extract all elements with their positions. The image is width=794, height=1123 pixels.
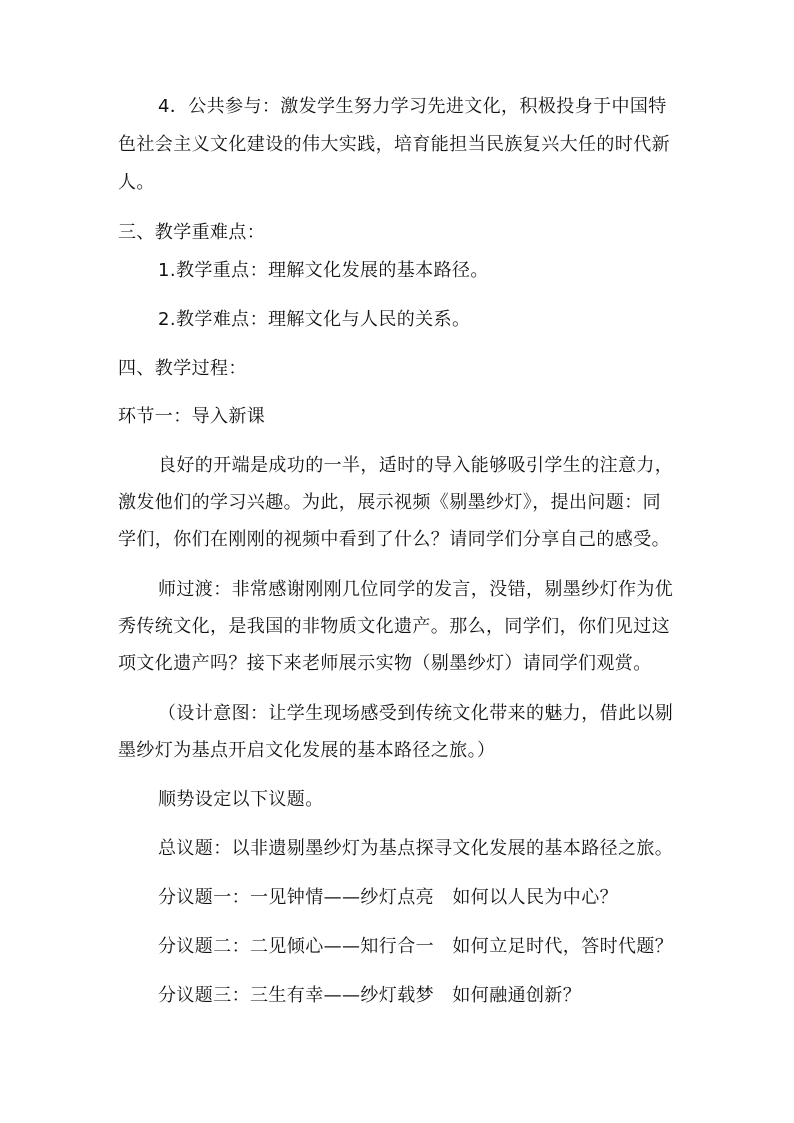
paragraph-line: 师过渡：非常感谢刚刚几位同学的发言，没错，剔墨纱灯作为优 xyxy=(158,579,674,600)
section-heading: 三、教学重难点： xyxy=(118,222,266,243)
design-intent-line: （设计意图：让学生现场感受到传统文化带来的魅力，借此以剔 xyxy=(158,703,674,724)
topic-line: 分议题二：二见倾心——知行合一 如何立足时代，答时代题？ xyxy=(158,936,674,957)
list-item: 2.教学难点：理解文化与人民的关系。 xyxy=(158,309,471,330)
paragraph-line: 色社会主义文化建设的伟大实践，培育能担当民族复兴大任的时代新 xyxy=(118,134,670,155)
topic-line: 总议题：以非遗剔墨纱灯为基点探寻文化发展的基本路径之旅。 xyxy=(158,838,674,859)
paragraph-line: 人。 xyxy=(118,172,155,193)
list-item: 1.教学重点：理解文化发展的基本路径。 xyxy=(158,260,489,281)
paragraph-line: 良好的开端是成功的一半，适时的导入能够吸引学生的注意力， xyxy=(158,455,674,476)
paragraph-line: 顺势设定以下议题。 xyxy=(158,789,324,810)
design-intent-line: 墨纱灯为基点开启文化发展的基本路径之旅。） xyxy=(118,740,496,761)
paragraph-line: 秀传统文化，是我国的非物质文化遗产。那么，同学们，你们见过这 xyxy=(118,616,670,637)
section-heading: 四、教学过程： xyxy=(118,358,247,379)
topic-line: 分议题三：三生有幸——纱灯载梦 如何融通创新？ xyxy=(158,985,582,1006)
paragraph-line: 激发他们的学习兴趣。为此，展示视频《剔墨纱灯》，提出问题：同 xyxy=(118,492,661,513)
paragraph-line: 4．公共参与：激发学生努力学习先进文化，积极投身于中国特 xyxy=(158,96,667,117)
paragraph-line: 项文化遗产吗？接下来老师展示实物（剔墨纱灯）请同学们观赏。 xyxy=(118,653,652,674)
subsection-heading: 环节一：导入新课 xyxy=(118,406,266,427)
paragraph-line: 学们，你们在刚刚的视频中看到了什么？请同学们分享自己的感受。 xyxy=(118,529,670,550)
topic-line: 分议题一：一见钟情——纱灯点亮 如何以人民为中心？ xyxy=(158,887,618,908)
